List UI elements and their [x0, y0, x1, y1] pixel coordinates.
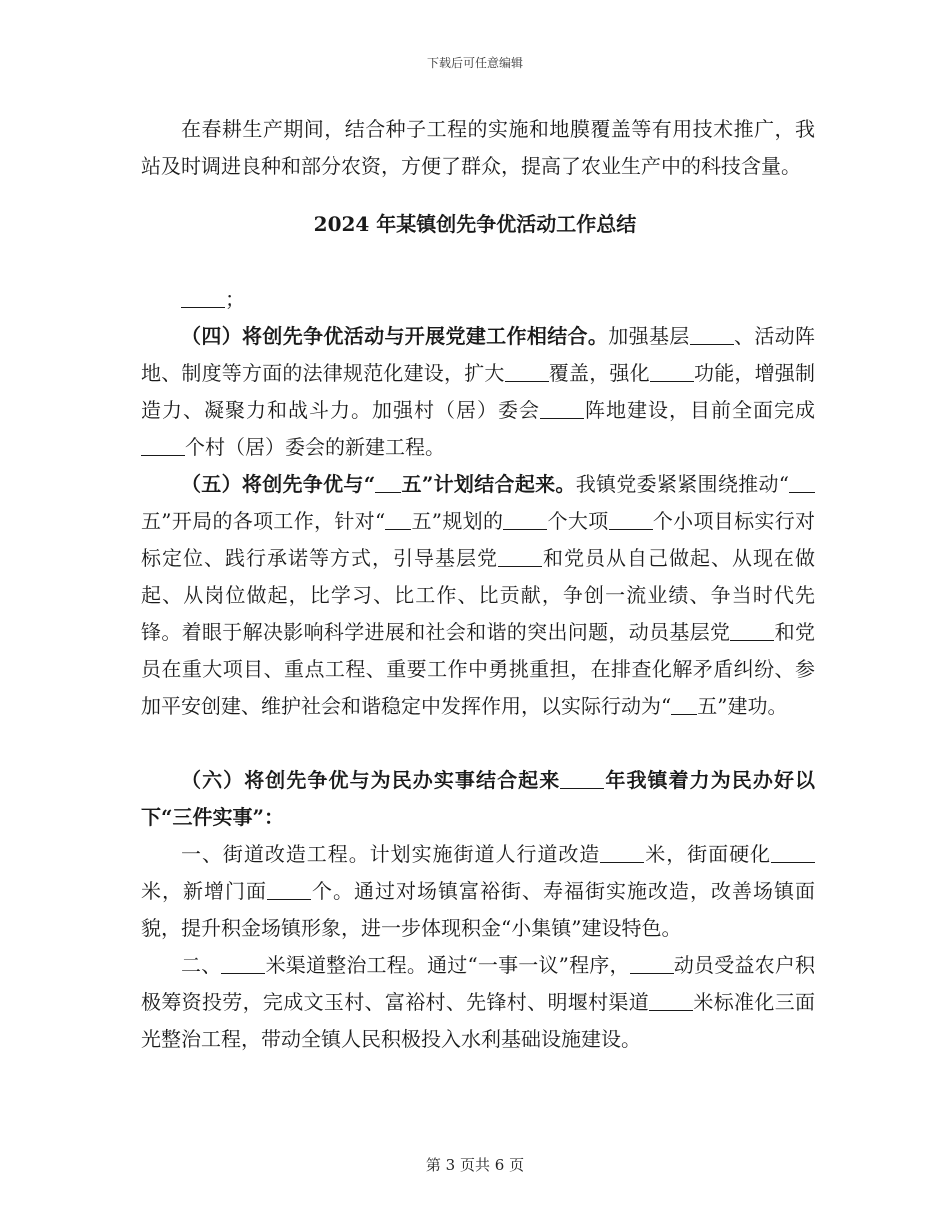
text-run: 个。通过对场镇富裕街、寿福街实施改造，改善场镇面貌，提升积金场镇形象，进一步体现积金“小集镇”建设特色。 [141, 879, 815, 940]
blank-field [650, 361, 694, 382]
blank-field [385, 509, 411, 530]
blank-field [609, 509, 653, 530]
text-run: 年我镇着力为民办好以下“三件实事”： [141, 768, 816, 829]
text-run: （六）将创先争优与为民办实事结合起来 [181, 768, 561, 792]
text-run: 米渠道整治工程。通过“一事一议”程序， [265, 953, 630, 977]
blank-field [730, 620, 774, 641]
blank-field [690, 324, 734, 345]
blank-field [505, 361, 549, 382]
section-4-paragraph [141, 318, 815, 466]
blank-field [221, 953, 265, 974]
blank-field [141, 435, 185, 456]
text-run: 阵地建设，目前全面完成 [584, 398, 815, 422]
blank-field [498, 546, 542, 567]
text-run: 和党员从自己做起、从现在做起、从岗位做起，比学习、比工作、比贡献，争创一流业绩、争当时代先锋。着眼于解决影响科学进展和社会和谐的突出问题，动员基层党 [141, 546, 815, 644]
text-run: 加强基层 [608, 324, 690, 348]
document-title: 2024 年某镇创先争优活动工作总结 [313, 212, 637, 236]
text-run: 米，新增门面 [141, 879, 267, 903]
intro-text: 在春耕生产期间，结合种子工程的实施和地膜覆盖等有用技术推广，我站及时调进良种和部分农资，方便了群众，提高了农业生产中的科技含量。 [141, 117, 815, 178]
page-header: 下载后可任意编辑 [426, 56, 523, 70]
blank-field [375, 472, 401, 493]
blank-field [267, 879, 311, 900]
page-footer: 第 3 页共 6 页 [425, 1156, 525, 1174]
text-run: 五”建功。 [697, 694, 788, 718]
blank-field [560, 768, 604, 789]
section-4-heading: （四）将创先争优活动与开展党建工作相结合。 [181, 324, 609, 348]
text-run: 个小项目标实行对标定位、践行承诺等方式，引导基层党 [141, 509, 816, 570]
semicolon-text: ； [225, 287, 245, 311]
text-run: 二、 [181, 953, 222, 977]
blank-field [630, 953, 674, 974]
section-6-paragraph [141, 762, 815, 836]
text-run: 和党员在重大项目、重点工程、重要工作中勇挑重担，在排查化解矛盾纠纷、参加平安创建、维护社会和谐稳定中发挥作用，以实际行动为“ [141, 620, 816, 718]
text-run: 功能，增强制造力、凝聚力和战斗力。加强村（居）委会 [141, 361, 816, 422]
text-run: 我镇党委紧紧围绕推动“ [575, 472, 789, 496]
text-run: 一、街道改造工程。计划实施街道人行道改造 [181, 842, 601, 866]
blank-field [181, 287, 225, 308]
text-run: 五”计划结合起来。 [401, 472, 576, 496]
text-run: 个村（居）委会的新建工程。 [185, 435, 445, 459]
text-run: 米，街面硬化 [644, 842, 772, 866]
text-run: 、活动阵地、制度等方面的法律规范化建设，扩大 [141, 324, 816, 385]
text-run: （五）将创先争优与“ [181, 472, 376, 496]
blank-field [789, 472, 815, 493]
text-run: 五”规划的 [411, 509, 504, 533]
item-1-paragraph [141, 836, 815, 947]
section-5-paragraph [141, 466, 815, 725]
intro-paragraph [141, 111, 815, 185]
text-run: 覆盖，强化 [548, 361, 650, 385]
blank-field [671, 694, 697, 715]
blank-field [649, 990, 693, 1011]
blank-field [771, 842, 815, 863]
text-run: 米标准化三面光整治工程，带动全镇人民积极投入水利基础设施建设。 [141, 990, 816, 1051]
text-run: 动员受益农户积极筹资投劳，完成文玉村、富裕村、先锋村、明堰村渠道 [141, 953, 816, 1014]
text-run: 个大项 [547, 509, 609, 533]
blank-field [503, 509, 547, 530]
blank-field [540, 398, 584, 419]
text-run: 五”开局的各项工作，针对“ [141, 509, 386, 533]
section-5-heading [181, 472, 576, 496]
item-2-paragraph [141, 947, 815, 1058]
fragment-line [141, 281, 815, 318]
section-6-heading [141, 768, 815, 829]
blank-field [600, 842, 644, 863]
